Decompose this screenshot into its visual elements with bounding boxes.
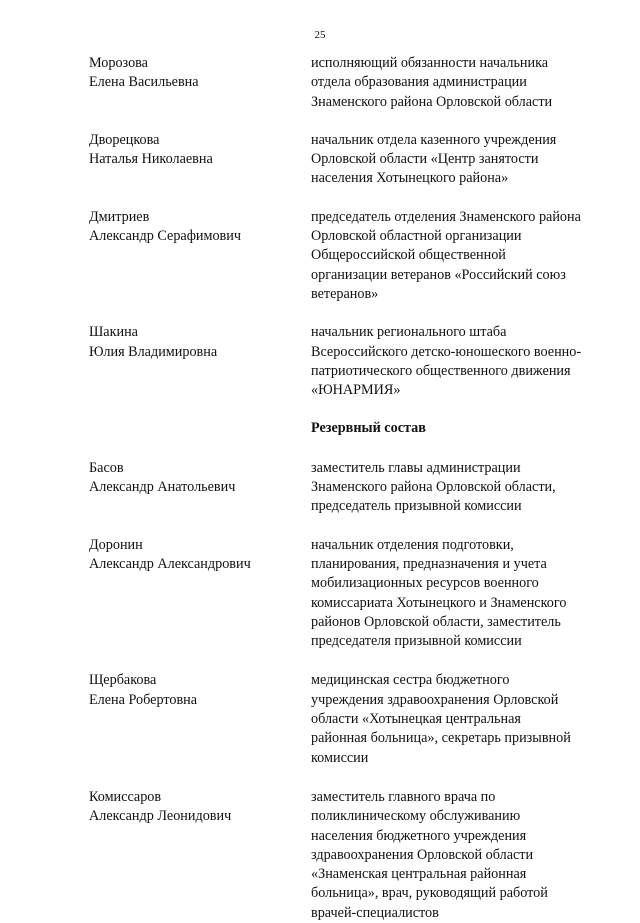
member-surname: Басов [89,459,124,476]
member-name [89,54,311,93]
position-line: начальник отдела казенного учреждения [311,131,557,148]
member-entry-basov [89,459,609,517]
member-entry-shcherbakova [89,671,609,767]
member-given-names: Елена Робертовна [89,691,198,708]
member-given-names: Александр Леонидович [89,808,232,825]
position-line: начальник отделения подготовки, [311,536,514,553]
position-line: заместитель главы администрации [311,459,521,476]
position-line: области «Хотынецкая центральная [311,711,521,728]
position-line: здравоохранения Орловской области [311,846,534,863]
member-position [311,459,609,517]
member-name [89,459,311,498]
position-line: комиссии [311,749,369,766]
member-name [89,671,311,710]
member-name [89,788,311,827]
member-entry-dvoretskova [89,131,609,189]
position-line: ветеранов» [311,285,379,302]
member-entry-doronin [89,536,609,652]
member-surname: Морозова [89,55,148,71]
member-entry-morozova [89,54,609,112]
member-given-names: Александр Серафимович [89,228,241,245]
position-line: исполняющий обязанности начальника [311,55,549,71]
member-position [311,536,609,652]
position-line: населения Хотынецкого района» [311,170,509,187]
member-given-names: Александр Анатольевич [89,479,236,496]
position-line: населения бюджетного учреждения [311,827,527,844]
member-surname: Доронин [89,536,143,553]
position-line: отдела образования администрации [311,74,527,91]
member-name [89,323,311,362]
position-line: Знаменского района Орловской области [311,93,553,110]
position-line: Орловской областной организации [311,228,522,245]
position-line: организации ветеранов «Российский союз [311,266,566,283]
position-line: Знаменского района Орловской области, [311,479,556,496]
member-position [311,208,609,304]
member-position [311,323,609,400]
member-given-names: Юлия Владимировна [89,343,218,360]
member-surname: Щербакова [89,672,157,689]
position-line: председатель отделения Знаменского района [311,208,581,225]
member-surname: Комиссаров [89,788,162,805]
reserve-heading: Резервный состав [311,420,426,437]
position-line: мобилизационных ресурсов военного [311,575,539,592]
position-line: Орловской области «Центр занятости [311,151,539,168]
member-name [89,536,311,575]
member-given-names: Наталья Николаевна [89,151,213,168]
position-line: комиссариата Хотынецкого и Знаменского [311,594,567,611]
position-line: планирования, предназначения и учета [311,555,547,572]
position-line: Всероссийского детско-юношеского военно- [311,343,582,360]
position-line: районная больница», секретарь призывной [311,730,571,747]
position-line: заместитель главного врача по [311,788,496,805]
position-line: медицинская сестра бюджетного [311,672,510,689]
member-entry-komissarov [89,788,609,923]
member-position [311,54,609,112]
position-line: больница», врач, руководящий работой [311,885,548,902]
position-line: учреждения здравоохранения Орловской [311,691,559,708]
commission-member-list [89,54,609,923]
page-number: 25 [314,29,326,41]
member-name [89,131,311,170]
member-entry-dmitriev [89,208,609,304]
member-position [311,671,609,767]
member-surname: Дворецкова [89,131,160,148]
member-name [89,208,311,247]
position-line: врачей-специалистов [311,904,439,921]
position-line: «Знаменская центральная районная [311,866,527,883]
position-line: начальник регионального штаба [311,324,507,341]
member-surname: Дмитриев [89,208,150,225]
position-line: председатель призывной комиссии [311,498,522,515]
position-line: поликлиническому обслуживанию [311,808,521,825]
position-line: районов Орловской области, заместитель [311,613,561,630]
member-position [311,131,609,189]
member-entry-shakina [89,323,609,400]
member-surname: Шакина [89,324,138,341]
position-line: «ЮНАРМИЯ» [311,382,401,399]
position-line: Общероссийской общественной [311,247,506,264]
position-line: патриотического общественного движения [311,362,571,379]
member-given-names: Елена Васильевна [89,74,199,91]
position-line: председателя призывной комиссии [311,633,522,650]
member-given-names: Александр Александрович [89,555,251,572]
member-position [311,788,609,923]
